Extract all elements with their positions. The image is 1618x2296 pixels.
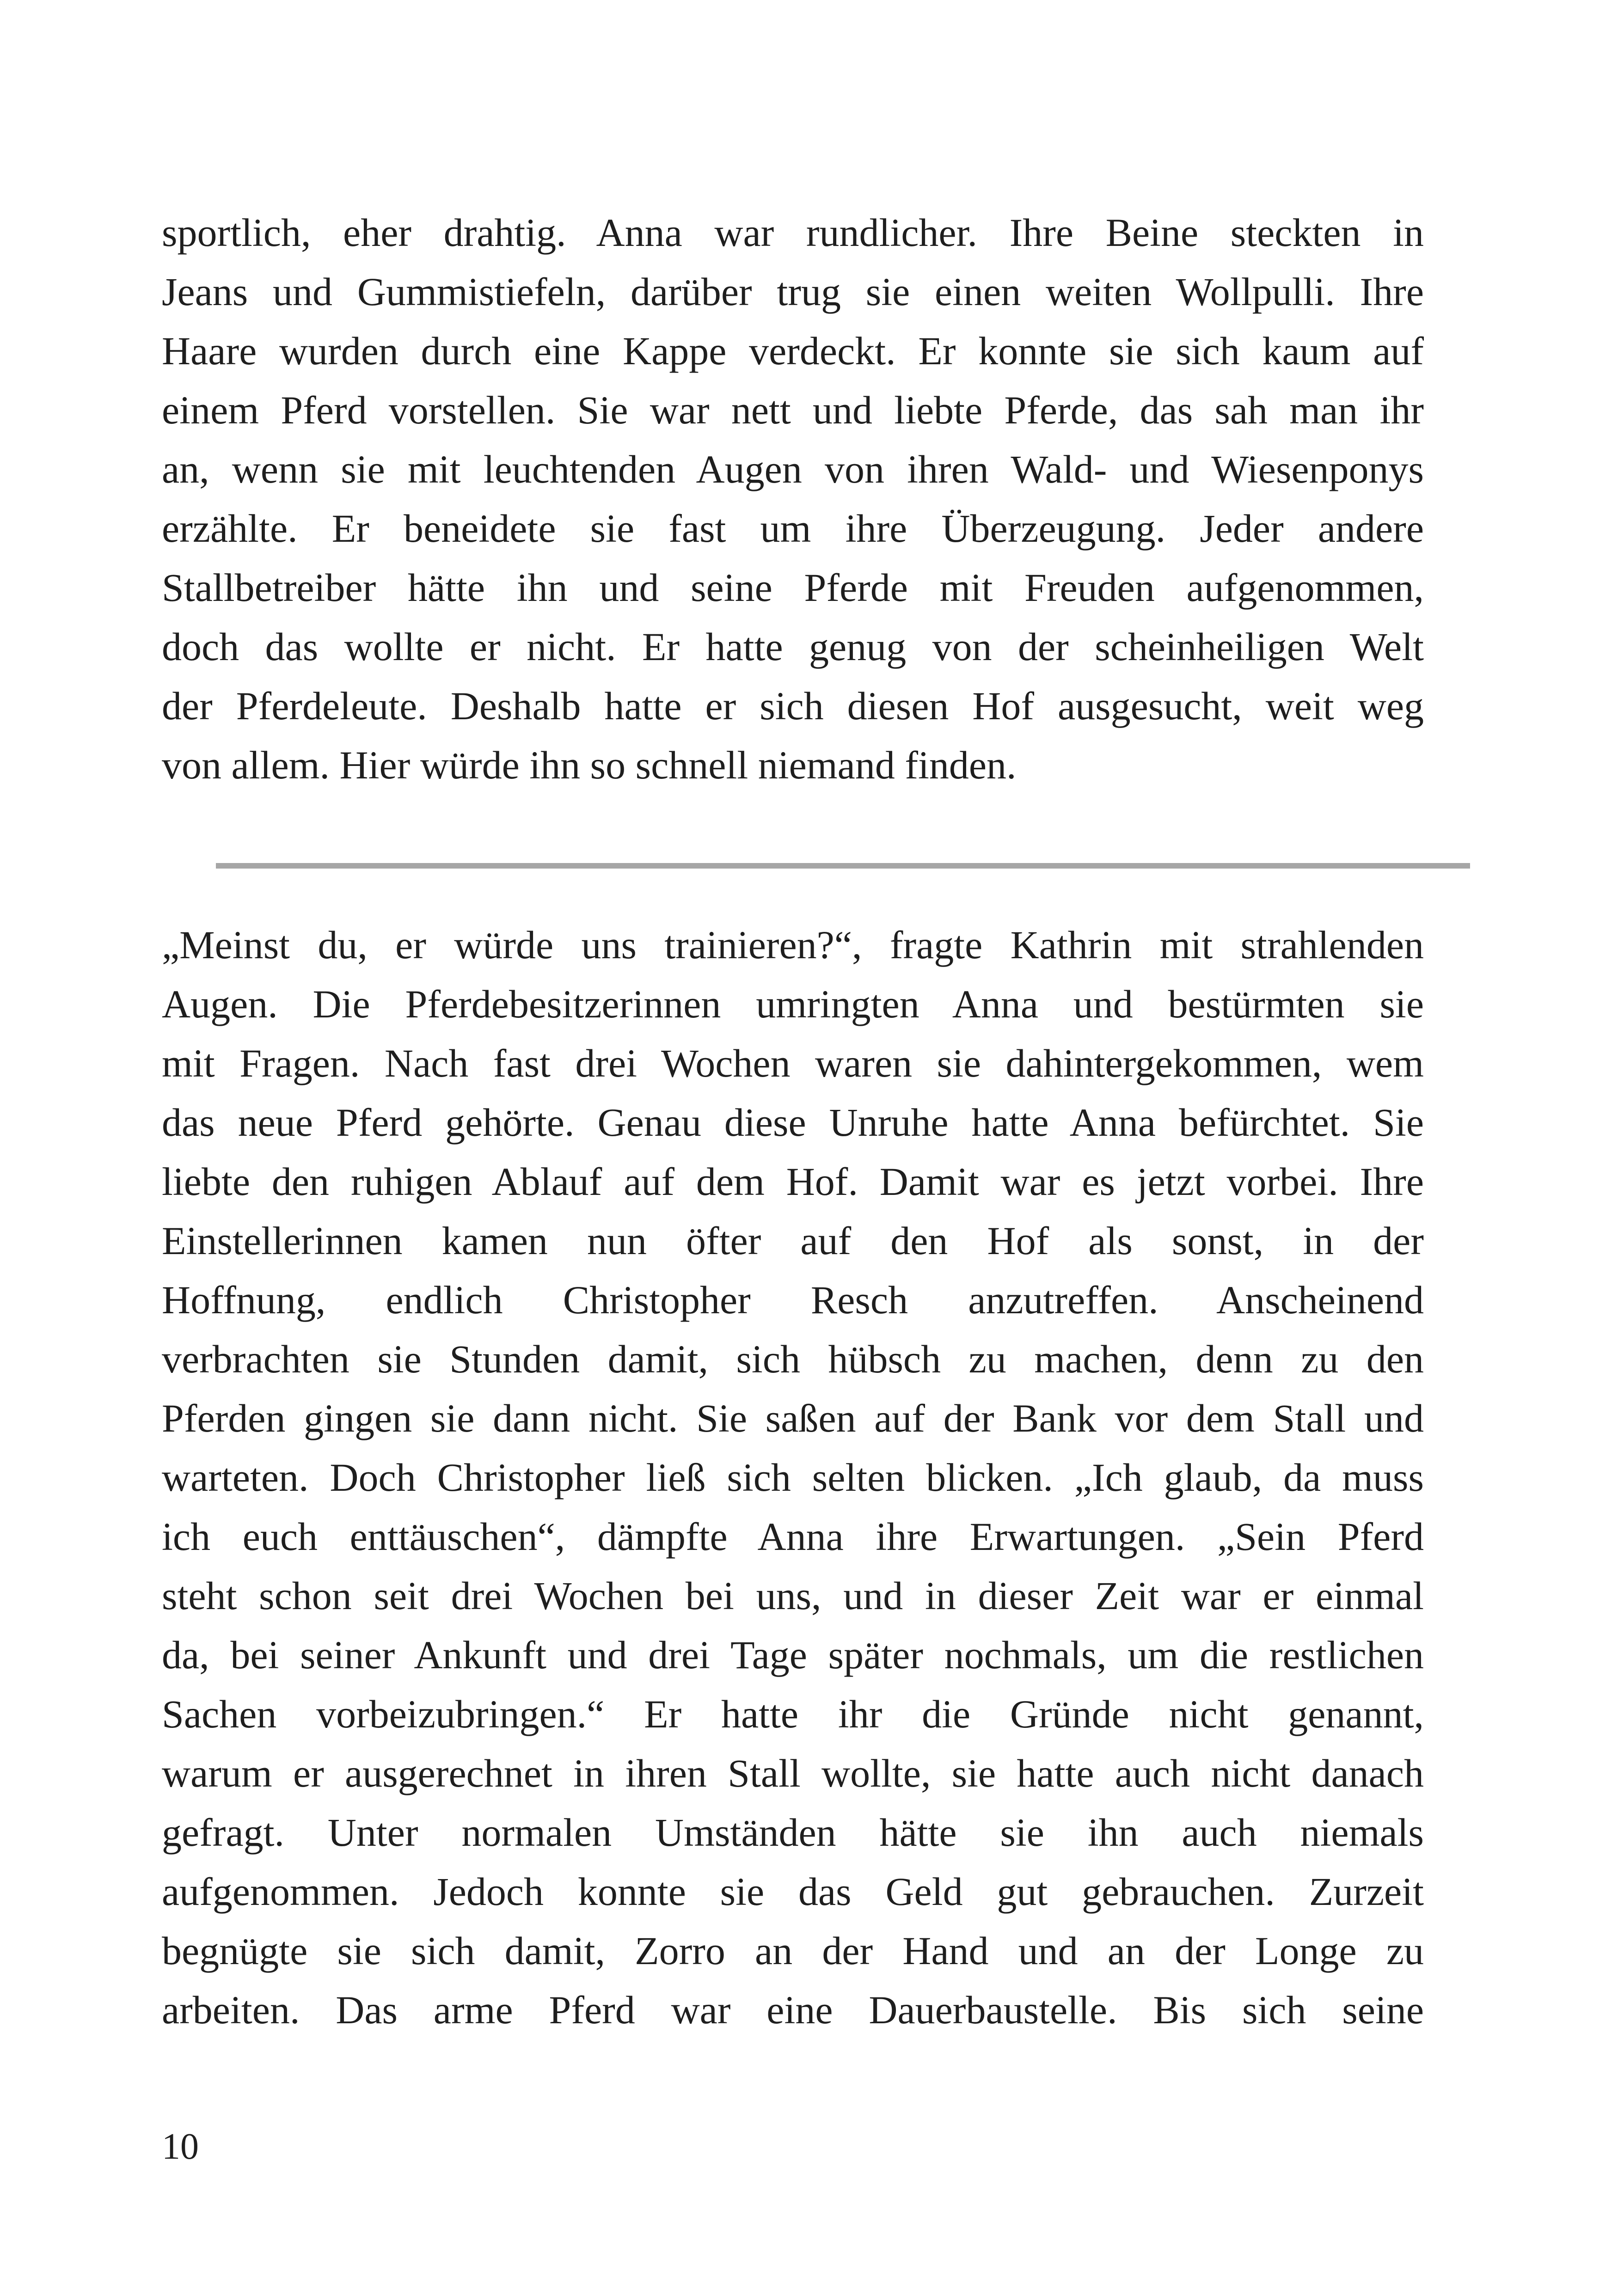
text-line: liebte den ruhigen Ablauf auf dem Hof. Damit war es jetzt vorbei. Ihre: [162, 1159, 1424, 1204]
text-line: gefragt. Unter normalen Umständen hätte sie ihn auch niemals: [162, 1810, 1424, 1855]
text-line: steht schon seit drei Wochen bei uns, und in dieser Zeit war er einmal: [162, 1574, 1424, 1618]
text-line: Hoffnung, endlich Christopher Resch anzutreffen. Anscheinend: [162, 1278, 1424, 1322]
text-line: verbrachten sie Stunden damit, sich hübsch zu machen, denn zu den: [162, 1337, 1424, 1381]
text-line: das neue Pferd gehörte. Genau diese Unruhe hatte Anna befürchtet. Sie: [162, 1100, 1424, 1145]
text-line: erzählte. Er beneidete sie fast um ihre Überzeugung. Jeder andere: [162, 506, 1424, 551]
text-line: Stallbetreiber hätte ihn und seine Pferde mit Freuden aufgenommen,: [162, 565, 1424, 610]
page-number: 10: [162, 2126, 199, 2167]
text-line: einem Pferd vorstellen. Sie war nett und liebte Pferde, das sah man ihr: [162, 388, 1424, 432]
paragraph-2: [162, 915, 1424, 2039]
text-line: warum er ausgerechnet in ihren Stall wollte, sie hatte auch nicht danach: [162, 1751, 1424, 1795]
text-line: aufgenommen. Jedoch konnte sie das Geld gut gebrauchen. Zurzeit: [162, 1869, 1424, 1914]
text-line: von allem. Hier würde ihn so schnell niemand finden.: [162, 743, 1017, 787]
text-line: Sachen vorbeizubringen.“ Er hatte ihr die Gründe nicht genannt,: [162, 1692, 1424, 1736]
text-line: doch das wollte er nicht. Er hatte genug von der scheinheiligen Welt: [162, 625, 1424, 669]
text-line: „Meinst du, er würde uns trainieren?“, fragte Kathrin mit strahlenden: [162, 923, 1424, 967]
text-line: der Pferdeleute. Deshalb hatte er sich diesen Hof ausgesucht, weit weg: [162, 684, 1424, 728]
text-line: Haare wurden durch eine Kappe verdeckt. Er konnte sie sich kaum auf: [162, 329, 1424, 373]
text-line: an, wenn sie mit leuchtenden Augen von ihren Wald- und Wiesenponys: [162, 447, 1424, 491]
text-line: Augen. Die Pferdebesitzerinnen umringten Anna und bestürmten sie: [162, 982, 1424, 1026]
text-line: ich euch enttäuschen“, dämpfte Anna ihre Erwartungen. „Sein Pferd: [162, 1514, 1424, 1559]
text-line: arbeiten. Das arme Pferd war eine Dauerbaustelle. Bis sich seine: [162, 1988, 1424, 2032]
text-line: da, bei seiner Ankunft und drei Tage später nochmals, um die restlichen: [162, 1633, 1424, 1677]
section-divider: [216, 863, 1470, 869]
text-line: warteten. Doch Christopher ließ sich selten blicken. „Ich glaub, da muss: [162, 1455, 1424, 1500]
text-line: begnügte sie sich damit, Zorro an der Hand und an der Longe zu: [162, 1929, 1424, 1973]
text-line: Einstellerinnen kamen nun öfter auf den Hof als sonst, in der: [162, 1218, 1424, 1263]
text-line: sportlich, eher drahtig. Anna war rundlicher. Ihre Beine steckten in: [162, 210, 1424, 255]
text-line: Jeans und Gummistiefeln, darüber trug sie einen weiten Wollpulli. Ihre: [162, 269, 1424, 314]
paragraph-1: [162, 203, 1424, 795]
text-line: mit Fragen. Nach fast drei Wochen waren sie dahintergekommen, wem: [162, 1041, 1424, 1085]
text-line: Pferden gingen sie dann nicht. Sie saßen auf der Bank vor dem Stall und: [162, 1396, 1424, 1440]
